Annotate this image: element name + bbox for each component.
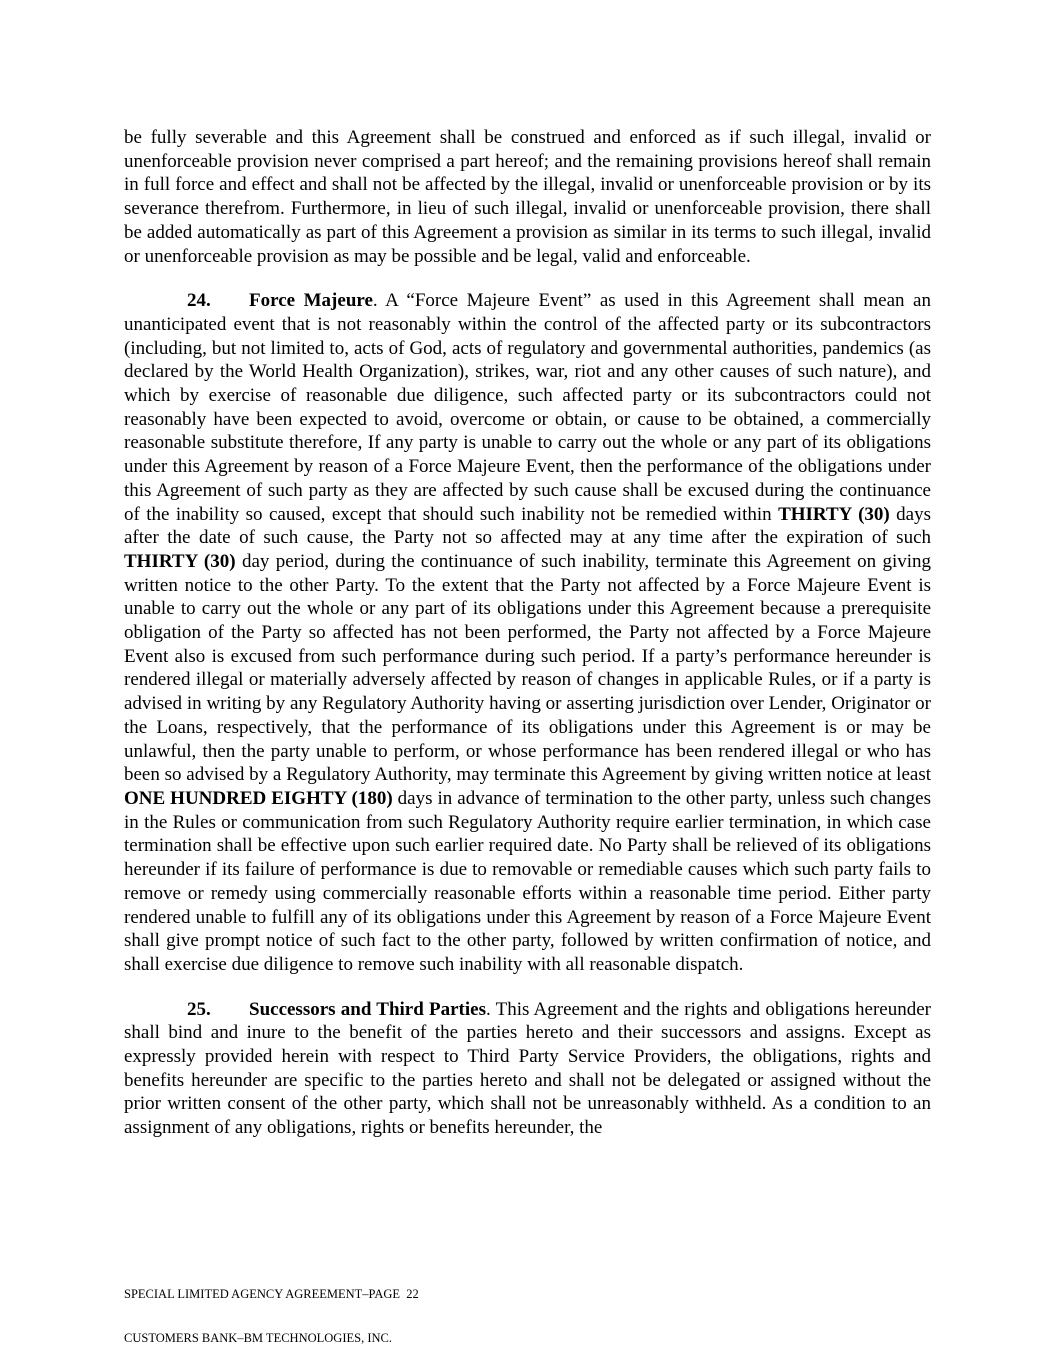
section-text: days in advance of termination to the other party, unless such changes in the Rules or communication from such Regulatory Authority require earlier termination, in which case termination shall be effective upon such earlier required date. No Party shall be relieved of its obligations hereunder if its failure of performance is due to removable or remediable causes which such party fails to remove or remedy using commercially reasonable efforts within a reasonable time period. Either party rendered unable to fulfill any of its obligations under this Agreement by reason of a Force Majeure Event shall give prompt notice of such fact to the other party, followed by written confirmation of notice, and shall exercise due diligence to remove such inability with all reasonable dispatch. bbox=[124, 787, 931, 975]
section-text: . A “Force Majeure Event” as used in this Agreement shall mean an unanticipated event that is not reasonably within the control of the affected party or its subcontractors (including, but not limited to, acts of God, acts of regulatory and governmental authorities, pandemics (as declared by the World Health Organization), strikes, war, riot and any other causes of such nature), and which by exercise of reasonable due diligence, such affected party or its subcontractors could not reasonably have been expected to avoid, overcome or obtain, or cause to be obtained, a commercially reasonable substitute therefore, If any party is unable to carry out the whole or any part of its obligations under this Agreement by reason of a Force Majeure Event, then the performance of the obligations under this Agreement of such party as they are affected by such cause shall be excused during the continuance of the inability so caused, except that should such inability not be remedied within bbox=[124, 290, 931, 525]
footer-parties: CUSTOMERS BANK–BM TECHNOLOGIES, INC. bbox=[124, 1330, 392, 1345]
document-body bbox=[124, 126, 931, 1140]
bold-term: ONE HUNDRED EIGHTY (180) bbox=[124, 787, 393, 809]
section-24-force-majeure bbox=[124, 289, 931, 976]
footer-page-label: SPECIAL LIMITED AGENCY AGREEMENT–PAGE 22 bbox=[124, 1287, 419, 1301]
section-text: days after the date of such cause, the Party not so affected may at any time after the expiration of such bbox=[124, 503, 931, 549]
paragraph-severability-continuation: be fully severable and this Agreement shall be construed and enforced as if such illegal, invalid or unenforceable provision never comprised a part hereof; and the remaining provisions hereof shall remain in full force and effect and shall not be affected by the illegal, invalid or unenforceable provision or by its severance therefrom. Furthermore, in lieu of such illegal, invalid or unenforceable provision, there shall be added automatically as part of this Agreement a provision as similar in its terms to such illegal, invalid or unenforceable provision as may be possible and be legal, valid and enforceable. bbox=[124, 127, 931, 267]
page-footer bbox=[124, 1258, 419, 1360]
section-25-successors bbox=[124, 998, 931, 1140]
section-title: Successors and Third Parties bbox=[249, 998, 486, 1020]
section-title: Force Majeure bbox=[249, 290, 373, 312]
section-number: 24. bbox=[187, 290, 211, 312]
section-text: day period, during the continuance of such inability, terminate this Agreement on giving written notice to the other Party. To the extent that the Party not affected by a Force Majeure Event is unable to carry out the whole or any part of its obligations under this Agreement because a prerequisite obligation of the Party so affected has not been performed, the Party not affected by a Force Majeure Event also is excused from such performance during such period. If a party’s performance hereunder is rendered illegal or materially adversely affected by reason of changes in applicable Rules, or if a party is advised in writing by any Regulatory Authority having or asserting jurisdiction over Lender, Originator or the Loans, respectively, that the performance of its obligations under this Agreement is or may be unlawful, then the party unable to perform, or whose performance has been rendered illegal or who has been so advised by a Regulatory Authority, may terminate this Agreement by giving written notice at least bbox=[124, 550, 931, 786]
section-number: 25. bbox=[187, 998, 211, 1020]
section-text: . This Agreement and the rights and obligations hereunder shall bind and inure to the benefit of the parties hereto and their successors and assigns. Except as expressly provided herein with respect to Third Party Service Providers, the obligations, rights and benefits hereunder are specific to the parties hereto and shall not be delegated or assigned without the prior written consent of the other party, which shall not be unreasonably withheld. As a condition to an assignment of any obligations, rights or benefits hereunder, the bbox=[124, 998, 931, 1139]
bold-term: THIRTY (30) bbox=[124, 550, 236, 572]
bold-term: THIRTY (30) bbox=[778, 503, 890, 525]
